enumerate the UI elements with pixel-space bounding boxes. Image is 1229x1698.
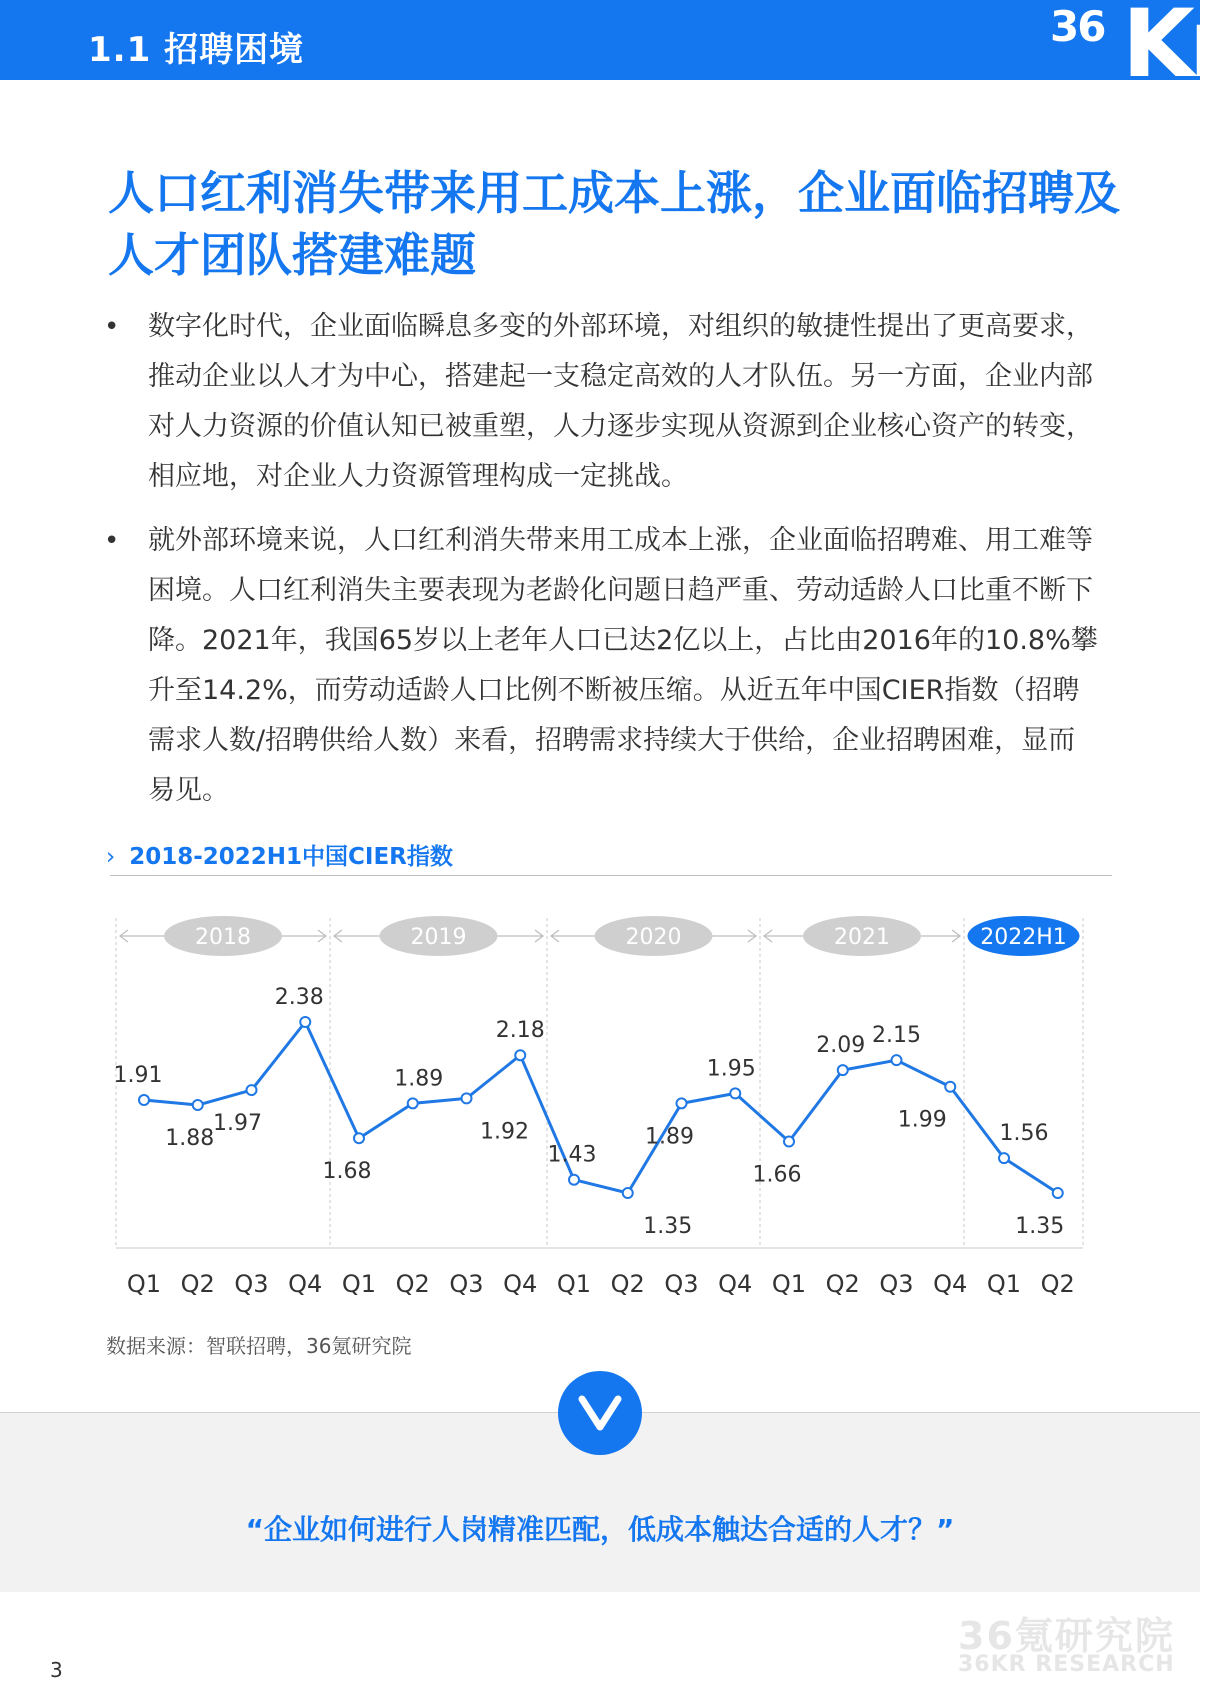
data-label: 1.88 bbox=[165, 1126, 215, 1152]
data-point bbox=[999, 1153, 1009, 1163]
page-headline: 人口红利消失带来用工成本上涨，企业面临招聘及人才团队搭建难题 bbox=[108, 166, 1120, 282]
year-label: 2022H1 bbox=[980, 925, 1067, 950]
x-tick-label: Q3 bbox=[879, 1270, 914, 1298]
data-label: 2.15 bbox=[872, 1023, 921, 1049]
chevron-right-icon: › bbox=[106, 844, 116, 870]
data-label: 1.56 bbox=[999, 1121, 1049, 1147]
chevron-down-badge bbox=[558, 1371, 642, 1455]
x-tick-label: Q4 bbox=[288, 1270, 323, 1298]
data-point bbox=[784, 1137, 794, 1147]
data-point bbox=[462, 1093, 472, 1103]
data-label: 1.91 bbox=[113, 1063, 163, 1089]
bullet-text: 就外部环境来说，人口红利消失带来用工成本上涨，企业面临招聘难、用工难等困境。人口红利消失主要表现为老龄化问题日趋严重、劳动适龄人口比重不断下降。2021年，我国65岁以上老年人口已达2亿以上，占比由2016年的10.8%攀升至14.2%，而劳动适龄人口比例不断被压缩。从近五年中国CIER指数（招聘需求人数/招聘供给人数）来看，招聘需求持续大于供给，企业招聘困难，显而易见。 bbox=[148, 525, 1098, 806]
data-label: 1.68 bbox=[322, 1159, 372, 1185]
x-tick-label: Q4 bbox=[933, 1270, 968, 1298]
chevron-down-icon bbox=[558, 1371, 642, 1455]
logo-number: 36 bbox=[1050, 2, 1105, 51]
data-point bbox=[677, 1098, 687, 1108]
data-source: 数据来源：智联招聘，36氪研究院 bbox=[106, 1334, 412, 1358]
x-tick-label: Q3 bbox=[234, 1270, 269, 1298]
data-label: 2.38 bbox=[274, 985, 324, 1010]
data-point bbox=[569, 1175, 579, 1185]
data-label: 1.89 bbox=[394, 1066, 444, 1092]
data-label: 1.89 bbox=[645, 1124, 694, 1150]
data-point bbox=[247, 1085, 257, 1095]
x-tick-label: Q2 bbox=[395, 1270, 430, 1298]
data-label: 1.92 bbox=[480, 1119, 529, 1145]
watermark-cn: 36氪研究院 bbox=[958, 1614, 1175, 1658]
data-point bbox=[354, 1133, 364, 1143]
year-label: 2018 bbox=[195, 925, 251, 950]
x-tick-label: Q4 bbox=[718, 1270, 753, 1298]
x-tick-label: Q2 bbox=[825, 1270, 860, 1298]
x-tick-label: Q2 bbox=[180, 1270, 215, 1298]
page-number: 3 bbox=[50, 1658, 63, 1682]
bullet-text: 数字化时代，企业面临瞬息多变的外部环境，对组织的敏捷性提出了更高要求，推动企业以人才为中心，搭建起一支稳定高效的人才队伍。另一方面，企业内部对人力资源的价值认知已被重塑，人力逐步实现从资源到企业核心资产的转变，相应地，对企业人力资源管理构成一定挑战。 bbox=[148, 311, 1093, 492]
watermark-en: 36KR RESEARCH bbox=[958, 1652, 1175, 1677]
x-tick-label: Q3 bbox=[449, 1270, 484, 1298]
x-tick-label: Q1 bbox=[126, 1270, 162, 1298]
data-point bbox=[945, 1082, 955, 1092]
x-tick-label: Q2 bbox=[1040, 1270, 1075, 1298]
data-point bbox=[139, 1095, 149, 1105]
x-tick-label: Q2 bbox=[610, 1270, 645, 1298]
x-tick-label: Q1 bbox=[556, 1270, 592, 1298]
data-label: 1.95 bbox=[706, 1056, 756, 1082]
year-label: 2021 bbox=[834, 925, 890, 950]
data-point bbox=[623, 1188, 633, 1198]
data-label: 1.99 bbox=[897, 1107, 947, 1133]
data-point bbox=[730, 1088, 740, 1098]
bullet-dot-icon: • bbox=[104, 526, 120, 556]
data-label: 2.09 bbox=[816, 1033, 866, 1059]
data-label: 1.35 bbox=[643, 1214, 693, 1239]
data-label: 1.43 bbox=[547, 1142, 597, 1168]
quote-text: “企业如何进行人岗精准匹配，低成本触达合适的人才？” bbox=[245, 1513, 955, 1546]
x-tick-label: Q4 bbox=[503, 1270, 538, 1298]
data-label: 1.97 bbox=[213, 1111, 262, 1137]
data-point bbox=[838, 1065, 848, 1075]
data-point bbox=[515, 1050, 525, 1060]
x-tick-label: Q3 bbox=[664, 1270, 699, 1298]
bullet-dot-icon: • bbox=[104, 312, 120, 342]
data-point bbox=[1053, 1188, 1063, 1198]
data-label: 1.66 bbox=[752, 1162, 802, 1188]
data-point bbox=[300, 1017, 310, 1027]
x-tick-label: Q1 bbox=[986, 1270, 1022, 1298]
data-point bbox=[892, 1055, 902, 1065]
x-tick-label: Q1 bbox=[341, 1270, 377, 1298]
chart-title-text: 2018-2022H1中国CIER指数 bbox=[129, 844, 453, 870]
data-label: 1.35 bbox=[1015, 1214, 1065, 1239]
year-label: 2020 bbox=[625, 925, 682, 950]
year-label: 2019 bbox=[410, 925, 467, 950]
data-point bbox=[408, 1098, 418, 1108]
logo-letters: Kr bbox=[1122, 0, 1229, 99]
data-label: 2.18 bbox=[495, 1018, 545, 1044]
x-tick-label: Q1 bbox=[771, 1270, 807, 1298]
section-title: 1.1 招聘困境 bbox=[88, 30, 305, 70]
data-point bbox=[193, 1100, 203, 1110]
